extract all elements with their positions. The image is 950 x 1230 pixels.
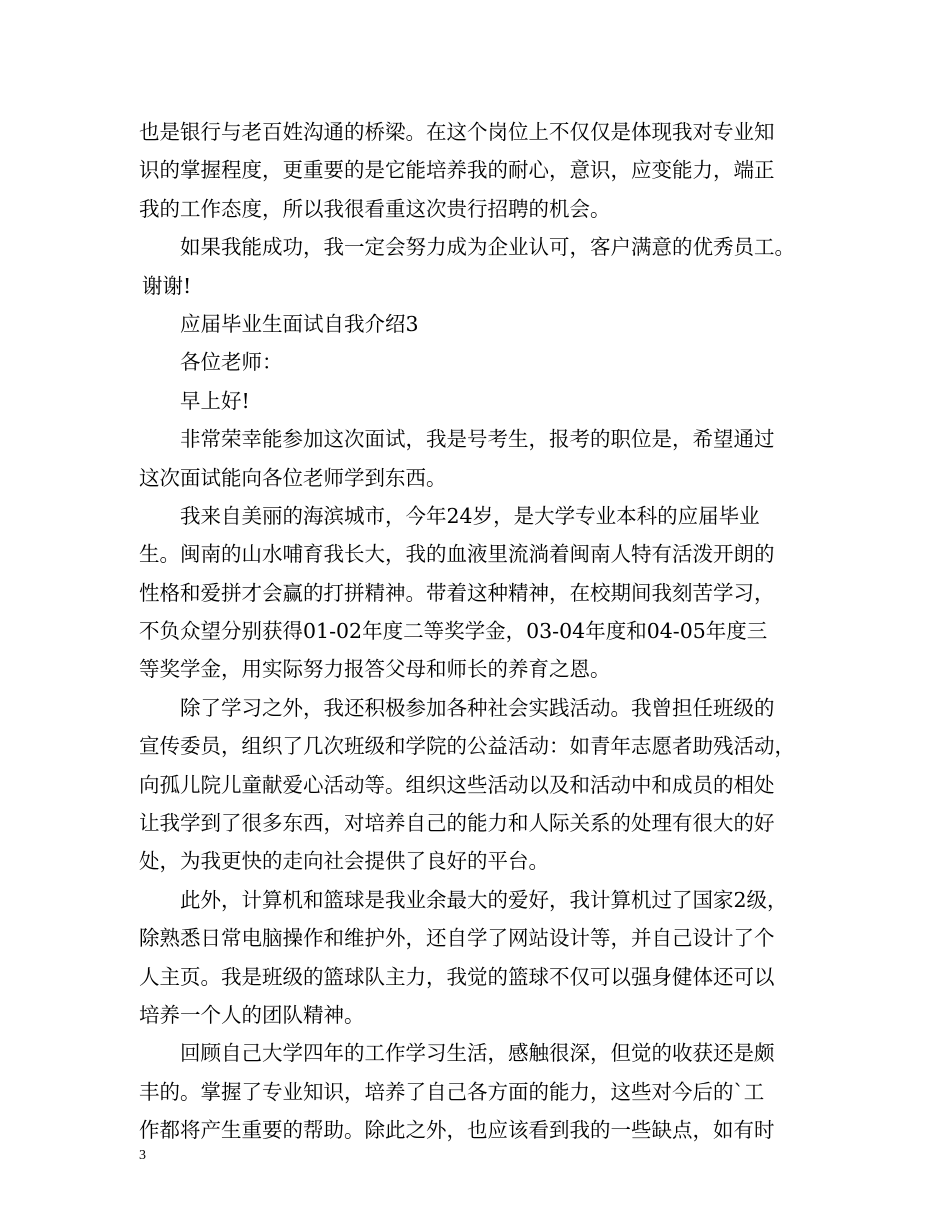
document-body — [139, 113, 829, 1150]
text-line: 非常荣幸能参加这次面试，我是号考生，报考的职位是，希望通过 — [180, 427, 775, 452]
text-line: 处，为我更快的走向社会提供了良好的平台。 — [139, 849, 549, 874]
page-number: 3 — [139, 1148, 146, 1163]
text-line: 除熟悉日常电脑操作和维护外，还自学了网站设计等，并自己设计了个 — [139, 926, 775, 951]
text-line: 不负众望分别获得01-02年度二等奖学金，03-04年度和04-05年度三 — [139, 619, 768, 644]
text-line: 培养一个人的团队精神。 — [139, 1002, 365, 1027]
text-line: 性格和爱拼才会赢的打拼精神。带着这种精神，在校期间我刻苦学习， — [139, 580, 775, 605]
text-line: 我来自美丽的海滨城市，今年24岁，是大学专业本科的应届毕业 — [180, 503, 760, 528]
text-line: 这次面试能向各位老师学到东西。 — [139, 465, 447, 490]
text-line: 此外，计算机和篮球是我业余最大的爱好，我计算机过了国家2级， — [180, 887, 788, 912]
text-line: 也是银行与老百姓沟通的桥梁。在这个岗位上不仅仅是体现我对专业知 — [139, 120, 775, 144]
text-line: 早上好! — [180, 388, 250, 413]
text-line: 作都将产生重要的帮助。除此之外，也应该看到我的一些缺点，如有时 — [139, 1118, 775, 1143]
text-line: 宣传委员，组织了几次班级和学院的公益活动：如青年志愿者助残活动， — [139, 734, 795, 759]
text-line: 生。闽南的山水哺育我长大，我的血液里流淌着闽南人特有活泼开朗的 — [139, 542, 775, 567]
text-line: 如果我能成功，我一定会努力成为企业认可，客户满意的优秀员工。 — [180, 235, 795, 260]
text-line: 等奖学金，用实际努力报答父母和师长的养育之恩。 — [139, 657, 611, 682]
text-line: 各位老师： — [180, 350, 283, 375]
text-line: 向孤儿院儿童献爱心活动等。组织这些活动以及和活动中和成员的相处 — [139, 772, 775, 797]
text-line: 除了学习之外，我还积极参加各种社会实践活动。我曾担任班级的 — [180, 695, 775, 720]
text-line: 谢谢! — [142, 273, 192, 298]
text-line: 人主页。我是班级的篮球队主力，我觉的篮球不仅可以强身健体还可以 — [139, 964, 775, 989]
text-line: 我的工作态度，所以我很看重这次贵行招聘的机会。 — [139, 196, 611, 221]
text-line: 回顾自己大学四年的工作学习生活，感触很深，但觉的收获还是颇 — [180, 1041, 775, 1066]
text-line: 让我学到了很多东西，对培养自己的能力和人际关系的处理有很大的好 — [139, 811, 775, 836]
text-line: 丰的。掌握了专业知识，培养了自己各方面的能力，这些对今后的`工 — [139, 1079, 765, 1104]
text-line: 识的掌握程度，更重要的是它能培养我的耐心，意识，应变能力，端正 — [139, 158, 775, 183]
text-line: 应届毕业生面试自我介绍3 — [180, 311, 419, 336]
